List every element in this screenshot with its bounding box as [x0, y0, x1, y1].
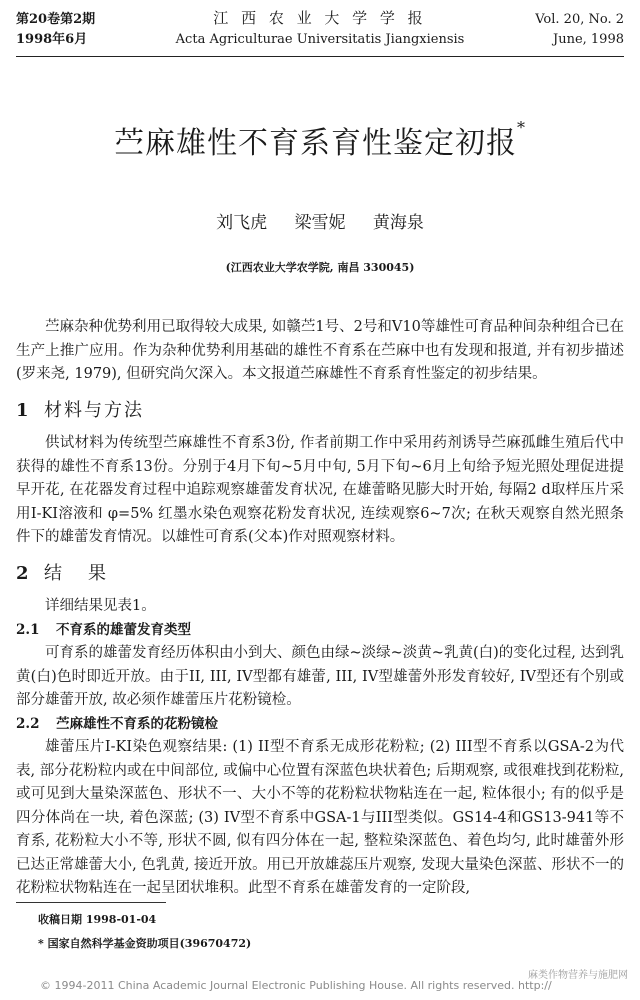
intro-paragraph: 苎麻杂种优势利用已取得较大成果, 如赣苎1号、2号和V10等雄性可育品种间杂种组合已在生产上推广应用。作为杂种优势利用基础的雄性不育系在苎麻中也有发现和报道, 并有初步描述(罗来尧, 1979), 但研究尚欠深入。本文报道苎麻雄性不育系育性鉴定的初步结果。 — [16, 319, 624, 382]
section-2-paragraph: 详细结果见表1。 — [45, 598, 156, 614]
header-rule — [16, 56, 624, 57]
funding-note: * 国家自然科学基金资助项目(39670472) — [38, 937, 252, 950]
section-2-2-number: 2.2 — [16, 715, 40, 732]
journal-name-cn: 江 西 农 业 大 学 学 报 — [213, 9, 427, 27]
section-1-number: 1 — [16, 399, 29, 421]
section-2-2-heading — [16, 713, 624, 737]
article-title-text: 苎麻雄性不育系育性鉴定初报 — [114, 126, 517, 161]
received-date: 收稿日期 1998-01-04 — [38, 913, 157, 926]
section-1-heading — [16, 399, 624, 423]
footnotes — [16, 908, 624, 956]
copyright-line: © 1994-2011 China Academic Journal Electronic Publishing House. All rights reserved. http:// — [40, 979, 552, 992]
section-2-heading — [16, 562, 624, 586]
section-2-1-paragraph: 可育系的雄蕾发育经历体积由小到大、颜色由绿~淡绿~淡黄~乳黄(白)的变化过程, 达到乳黄(白)色时即近开放。由于II, III, IV型都有雄蕾, III, IV型雄蕾外形发育较好, IV型还有个别或部分雄蕾开放, 故必须作雄蕾压片花粉镜检。 — [16, 645, 624, 708]
footnote-rule — [16, 902, 166, 903]
running-header — [16, 8, 624, 50]
authors: 刘飞虎 梁雪妮 黄海泉 — [216, 213, 424, 233]
watermark-text: 麻类作物营养与施肥网 — [528, 970, 628, 981]
title-footnote-mark: * — [517, 118, 526, 137]
journal-name-en: Acta Agriculturae Universitatis Jiangxiensis — [175, 32, 465, 47]
article-body — [16, 316, 624, 901]
section-2-number: 2 — [16, 562, 29, 584]
section-1-paragraph: 供试材料为传统型苎麻雄性不育系3份, 作者前期工作中采用药剂诱导苎麻孤雌生殖后代中获得的雄性不育系13份。分别于4月下旬~5月中旬, 5月下旬~6月上旬给予短光照处理促进提早开花, 在花器发育过程中追踪观察雄蕾发育状况, 在雄蕾略见膨大时开始, 每隔2 d取样压片采用I-KI溶液和 φ=5% 红墨水染色观察花粉发育状况, 连续观察6~7次; 在秋天观察自然光照条件下的雄蕾发育情况。以雄性可育系(父本)作对照观察材料。 — [16, 435, 624, 545]
volume-cn: 第20卷第2期 — [16, 12, 96, 27]
date-en: June, 1998 — [553, 32, 624, 47]
section-2-1-heading — [16, 619, 624, 643]
section-2-1-title: 不育系的雄蕾发育类型 — [56, 621, 191, 638]
section-2-1-number: 2.1 — [16, 621, 40, 638]
article-title — [0, 118, 640, 162]
affiliation: (江西农业大学农学院, 南昌 330045) — [225, 261, 415, 274]
section-2-2-paragraph: 雄蕾压片I-KI染色观察结果: (1) II型不育系无成形花粉粒; (2) III型不育系以GSA-2为代表, 部分花粉粒内或在中间部位, 或偏中心位置有深蓝色块状着色; 后期观察, 或很难找到花粉粒, 或可见到大量染深蓝色、形状不一、大小不等的花粉粒状物粘连在一起, 粒体很小; 有的似乎是四分体尚在一块, 着色深蓝; (3) IV型不育系中GSA-1与III型类似。GS14-4和GS13-941等不育系, 花粉粒大小不等, 形状不圆, 似有四分体在一起, 整粒染深蓝色、着色均匀, 此时雄蕾外形已达正常雄蕾大小, 色乳黄, 接近开放。用已开放雄蕊压片观察, 发现大量染色深蓝、形状不一的花粉粒状物粘连在一起呈团状堆积。此型不育系在雄蕾发育的一定阶段, — [16, 739, 624, 896]
section-2-title: 结果 — [44, 562, 132, 584]
date-cn: 1998年6月 — [16, 32, 88, 47]
volume-en: Vol. 20, No. 2 — [535, 12, 624, 27]
section-1-title: 材料与方法 — [44, 399, 144, 421]
section-2-2-title: 苎麻雄性不育系的花粉镜检 — [56, 715, 218, 732]
